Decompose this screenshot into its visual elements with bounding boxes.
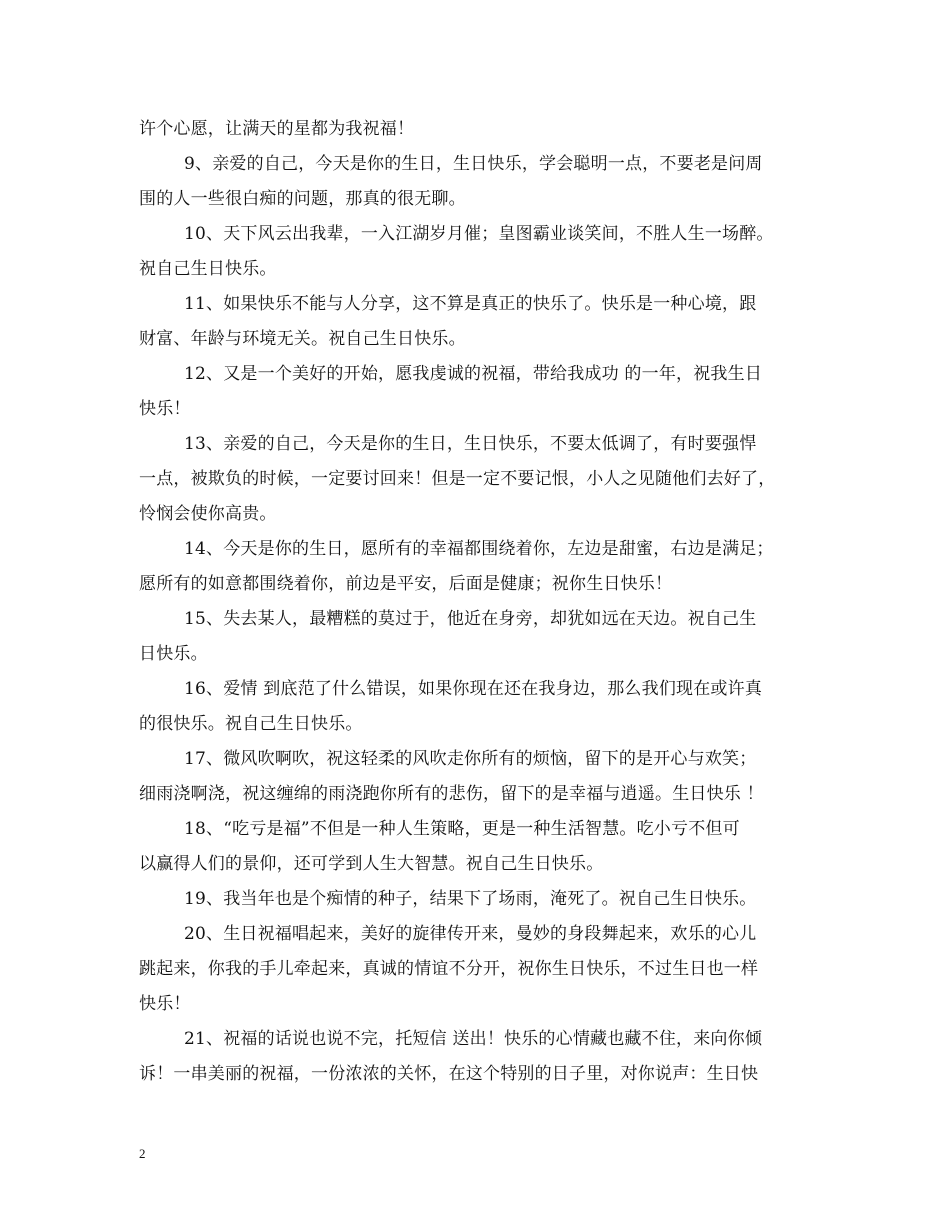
text-line: 细雨浇啊浇，祝这缠绵的雨浇跑你所有的悲伤，留下的是幸福与逍遥。生日快乐 ！ (139, 784, 764, 804)
text-line: 9、亲爱的自己，今天是你的生日，生日快乐，学会聪明一点，不要老是问周 (184, 154, 763, 174)
document-body (139, 112, 811, 1092)
text-line: 20、生日祝福唱起来，美好的旋律传开来，曼妙的身段舞起来，欢乐的心儿 (184, 924, 757, 944)
text-line: 快乐！ (139, 994, 191, 1014)
text-line: 以赢得人们的景仰，还可学到人生大智慧。祝自己生日快乐。 (139, 854, 604, 874)
text-line: 跳起来，你我的手儿牵起来，真诚的情谊不分开，祝你生日快乐，不过生日也一样 (139, 959, 759, 979)
text-line: 14、今天是你的生日，愿所有的幸福都围绕着你，左边是甜蜜，右边是满足； (184, 539, 774, 559)
text-line: 快乐！ (139, 399, 191, 419)
text-line: 16、爱情 到底范了什么错误，如果你现在还在我身边，那么我们现在或许真 (184, 679, 763, 699)
text-line: 怜悯会使你高贵。 (139, 504, 277, 524)
text-line: 15、失去某人，最糟糕的莫过于，他近在身旁，却犹如远在天边。祝自己生 (184, 609, 757, 629)
text-line: 一点，被欺负的时候，一定要讨回来！但是一定不要记恨，小人之见随他们去好了， (139, 469, 776, 489)
text-line: 11、如果快乐不能与人分享，这不算是真正的快乐了。快乐是一种心境，跟 (184, 294, 757, 314)
text-line: 日快乐。 (139, 644, 208, 664)
text-line: 17、微风吹啊吹，祝这轻柔的风吹走你所有的烦恼，留下的是开心与欢笑； (184, 749, 757, 769)
text-line: 许个心愿，让满天的星都为我祝福！ (139, 119, 415, 139)
text-line: 财富、年龄与环境无关。祝自己生日快乐。 (139, 329, 466, 349)
text-line: 10、天下风云出我辈，一入江湖岁月催；皇图霸业谈笑间，不胜人生一场醉。 (184, 224, 774, 244)
page-number: 2 (139, 1146, 146, 1161)
text-line: 18、“吃亏是福”不但是一种人生策略，更是一种生活智慧。吃小亏不但可 (184, 819, 740, 839)
text-line: 祝自己生日快乐。 (139, 259, 277, 279)
text-line: 12、又是一个美好的开始，愿我虔诚的祝福，带给我成功 的一年，祝我生日 (184, 364, 763, 384)
text-line: 愿所有的如意都围绕着你，前边是平安，后面是健康；祝你生日快乐！ (139, 574, 673, 594)
text-line: 21、祝福的话说也说不完，托短信 送出！快乐的心情藏也藏不住，来向你倾 (184, 1029, 763, 1049)
text-line: 13、亲爱的自己，今天是你的生日，生日快乐，不要太低调了，有时要强悍 (184, 434, 757, 454)
text-line: 的很快乐。祝自己生日快乐。 (139, 714, 363, 734)
text-line: 围的人一些很白痴的问题，那真的很无聊。 (139, 189, 466, 209)
text-line: 19、我当年也是个痴情的种子，结果下了场雨，淹死了。祝自己生日快乐。 (184, 889, 757, 909)
text-line: 诉！一串美丽的祝福，一份浓浓的关怀，在这个特别的日子里，对你说声：生日快 (139, 1064, 759, 1084)
